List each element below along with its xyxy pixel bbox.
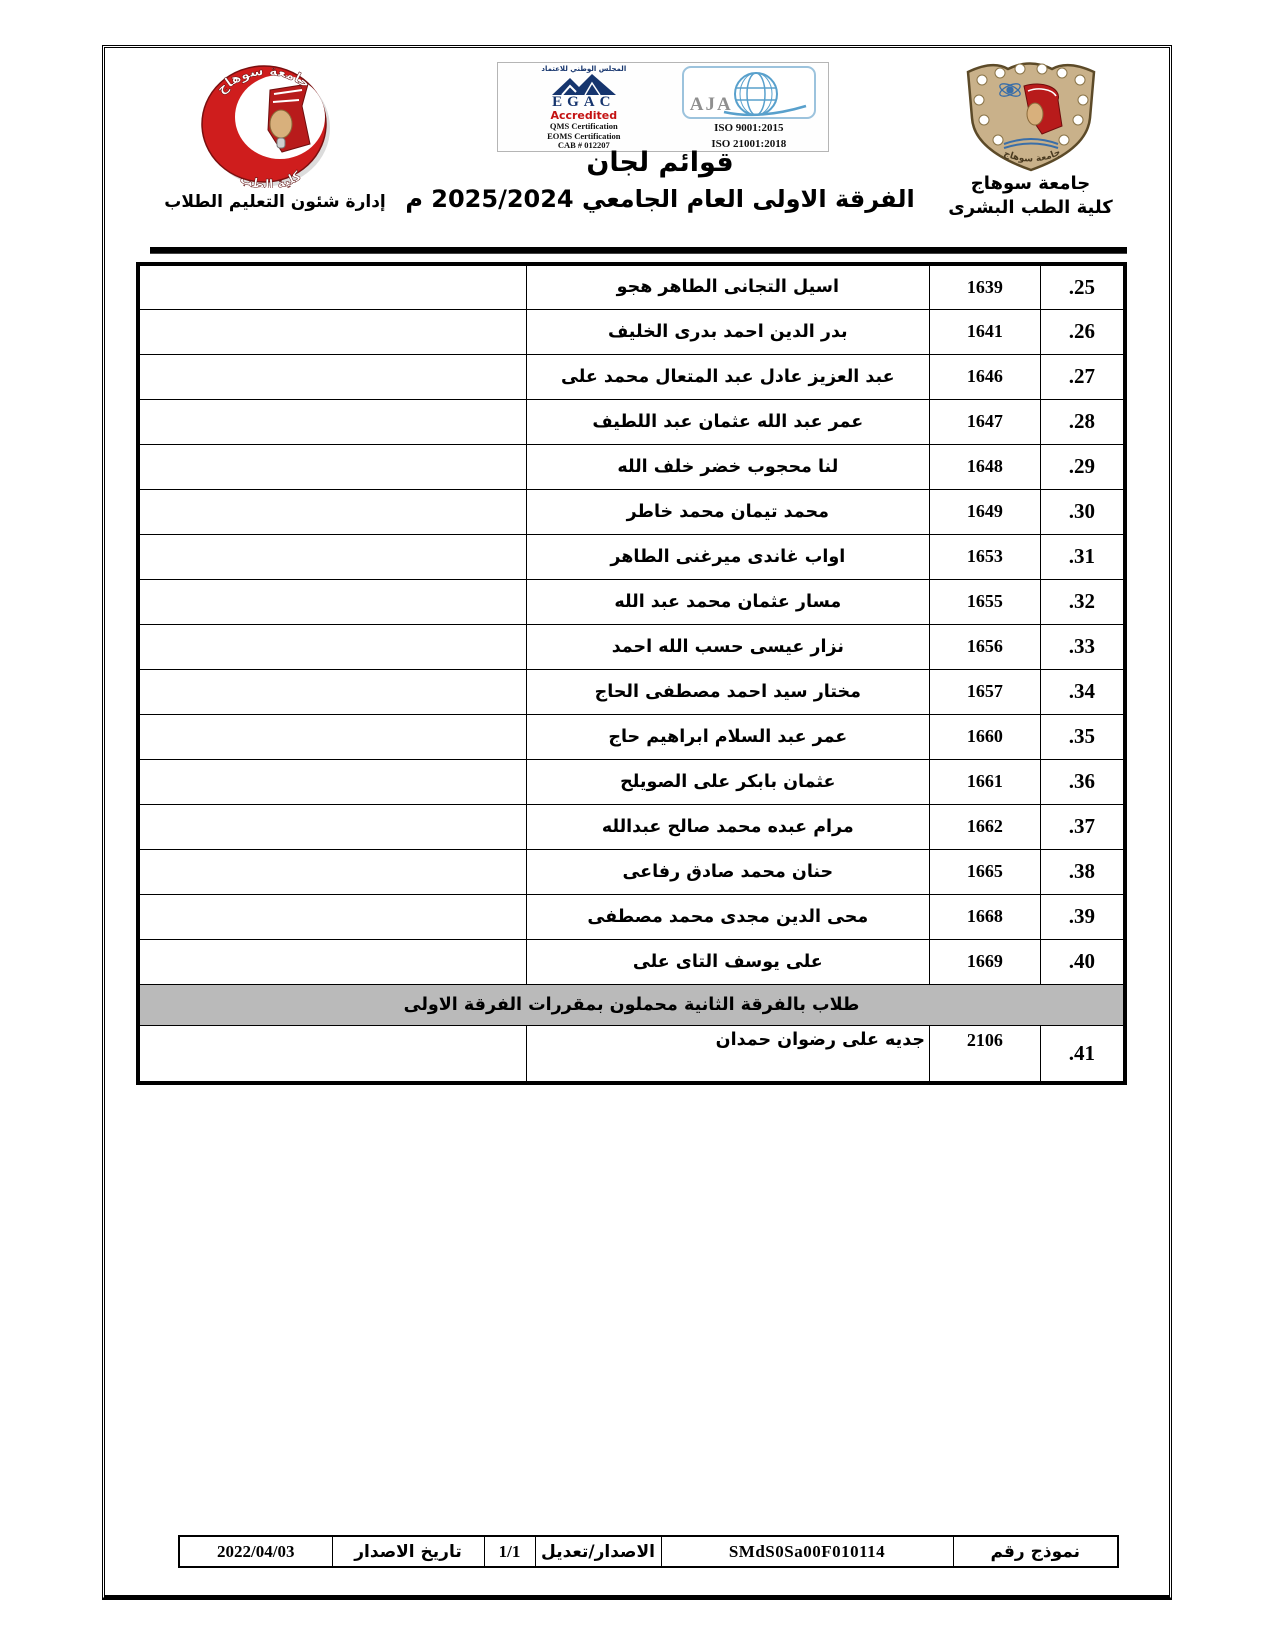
student-name: مسار عثمان محمد عبد الله: [526, 579, 929, 624]
student-name: عبد العزيز عادل عبد المتعال محمد على: [526, 354, 929, 399]
row-serial: .31: [1040, 534, 1125, 579]
student-name: جديه على رضوان حمدان: [526, 1025, 929, 1083]
document-title: قوائم لجان: [586, 147, 734, 178]
student-id: 1669: [929, 939, 1040, 984]
student-name: اسيل التجانى الطاهر هجو: [526, 264, 929, 309]
empty-cell: [138, 399, 526, 444]
faculty-name: كلية الطب البشرى: [948, 197, 1113, 218]
student-name: لنا محجوب خضر خلف الله: [526, 444, 929, 489]
organization-label: [928, 172, 1133, 220]
shield-arc-text: جامعة سوهاج: [1002, 147, 1063, 165]
egac-accreditation-block: [498, 63, 670, 151]
student-id: 1660: [929, 714, 1040, 759]
student-id: 1641: [929, 309, 1040, 354]
student-id: 1648: [929, 444, 1040, 489]
issue-revision-value: 1/1: [484, 1536, 535, 1567]
student-id: 1647: [929, 399, 1040, 444]
student-id: 1668: [929, 894, 1040, 939]
section-divider-row: [138, 984, 1125, 1025]
crescent-logo-graphic: [178, 60, 354, 188]
table-row: [138, 714, 1125, 759]
empty-cell: [138, 309, 526, 354]
university-shield-logo: [948, 56, 1113, 176]
section-divider-text: طلاب بالفرقة الثانية محملون بمقررات الفرقة الاولى: [138, 984, 1125, 1025]
student-id: 1662: [929, 804, 1040, 849]
department-label: إدارة شئون التعليم الطلاب: [164, 192, 386, 212]
student-id: 1653: [929, 534, 1040, 579]
row-serial: .33: [1040, 624, 1125, 669]
row-serial: .41: [1040, 1025, 1125, 1083]
row-serial: .38: [1040, 849, 1125, 894]
egac-arc-text: المجلس الوطني للاعتماد: [541, 65, 627, 73]
table-row: [138, 894, 1125, 939]
table-row: [138, 759, 1125, 804]
student-id: 2106: [929, 1025, 1040, 1083]
student-id: 1646: [929, 354, 1040, 399]
row-serial: .32: [1040, 579, 1125, 624]
egac-name: EGAC: [552, 94, 616, 110]
table-row: [138, 804, 1125, 849]
egac-accredited-label: Accredited: [550, 109, 618, 122]
student-name: مرام عبده محمد صالح عبدالله: [526, 804, 929, 849]
egac-mountain-icon: [552, 73, 616, 95]
row-serial: .28: [1040, 399, 1125, 444]
form-number-value: SMdS0Sa00F010114: [661, 1536, 953, 1567]
student-id: 1649: [929, 489, 1040, 534]
student-name: عمر عبد السلام ابراهيم حاج: [526, 714, 929, 759]
table-row: [138, 1025, 1125, 1083]
table-row: [138, 354, 1125, 399]
row-serial: .36: [1040, 759, 1125, 804]
table-row: [138, 399, 1125, 444]
table-row: [138, 489, 1125, 534]
aja-iso-line-2: ISO 21001:2018: [711, 138, 787, 150]
table-row: [138, 624, 1125, 669]
student-name: حنان محمد صادق رفاعى: [526, 849, 929, 894]
student-name: اواب غاندى ميرغنى الطاهر: [526, 534, 929, 579]
table-row: [138, 444, 1125, 489]
egac-cert-line-3: CAB # 012207: [557, 140, 610, 150]
row-serial: .39: [1040, 894, 1125, 939]
row-serial: .27: [1040, 354, 1125, 399]
certification-strip: [497, 62, 829, 152]
empty-cell: [138, 894, 526, 939]
crescent-arc-bottom-text: كلية الطب: [237, 168, 305, 188]
aja-name: AJA: [689, 94, 733, 115]
header-divider-rule: [150, 247, 1127, 254]
document-subtitle: الفرقة الاولى العام الجامعي 2025/2024 م: [405, 185, 915, 213]
student-id: 1661: [929, 759, 1040, 804]
empty-cell: [138, 534, 526, 579]
empty-cell: [138, 714, 526, 759]
students-table: [136, 262, 1127, 1085]
empty-cell: [138, 849, 526, 894]
row-serial: .37: [1040, 804, 1125, 849]
student-name: محى الدين مجدى محمد مصطفى: [526, 894, 929, 939]
student-name: مختار سيد احمد مصطفى الحاج: [526, 669, 929, 714]
row-serial: .29: [1040, 444, 1125, 489]
empty-cell: [138, 1025, 526, 1083]
student-name: نزار عيسى حسب الله احمد: [526, 624, 929, 669]
row-serial: .34: [1040, 669, 1125, 714]
student-name: عثمان بابكر على الصويلح: [526, 759, 929, 804]
row-serial: .26: [1040, 309, 1125, 354]
shield-logo-graphic: [948, 56, 1113, 176]
student-id: 1656: [929, 624, 1040, 669]
form-number-label: نموذج رقم: [953, 1536, 1118, 1567]
students-tbody: [138, 264, 1125, 1083]
student-id: 1639: [929, 264, 1040, 309]
egac-cert-line-1: QMS Certification: [549, 121, 618, 131]
empty-cell: [138, 579, 526, 624]
empty-cell: [138, 669, 526, 714]
empty-cell: [138, 759, 526, 804]
table-row: [138, 849, 1125, 894]
student-id: 1665: [929, 849, 1040, 894]
empty-cell: [138, 354, 526, 399]
form-info-table: [178, 1535, 1119, 1568]
empty-cell: [138, 804, 526, 849]
aja-iso-line-1: ISO 9001:2015: [714, 122, 784, 134]
student-name: عمر عبد الله عثمان عبد اللطيف: [526, 399, 929, 444]
aja-logo-box: [682, 66, 816, 119]
university-name: جامعة سوهاج: [970, 173, 1091, 194]
student-name: على يوسف التاى على: [526, 939, 929, 984]
faculty-crescent-logo: [178, 60, 354, 188]
crescent-arc-top-text: جامعة سوهاج: [213, 62, 314, 98]
table-row: [138, 309, 1125, 354]
student-id: 1655: [929, 579, 1040, 624]
row-serial: .35: [1040, 714, 1125, 759]
issue-revision-label: الاصدار/تعديل: [535, 1536, 661, 1567]
empty-cell: [138, 489, 526, 534]
issue-date-value: 2022/04/03: [179, 1536, 332, 1567]
row-serial: .40: [1040, 939, 1125, 984]
table-row: [138, 264, 1125, 309]
table-row: [138, 669, 1125, 714]
student-name: بدر الدين احمد بدرى الخليف: [526, 309, 929, 354]
table-row: [138, 579, 1125, 624]
empty-cell: [138, 444, 526, 489]
student-id: 1657: [929, 669, 1040, 714]
table-row: [138, 534, 1125, 579]
egac-cert-line-2: EOMS Certification: [547, 130, 621, 141]
row-serial: .30: [1040, 489, 1125, 534]
issue-date-label: تاريخ الاصدار: [332, 1536, 484, 1567]
empty-cell: [138, 264, 526, 309]
row-serial: .25: [1040, 264, 1125, 309]
table-row: [138, 939, 1125, 984]
empty-cell: [138, 624, 526, 669]
student-name: محمد تيمان محمد خاطر: [526, 489, 929, 534]
aja-certification-block: [670, 63, 828, 151]
empty-cell: [138, 939, 526, 984]
